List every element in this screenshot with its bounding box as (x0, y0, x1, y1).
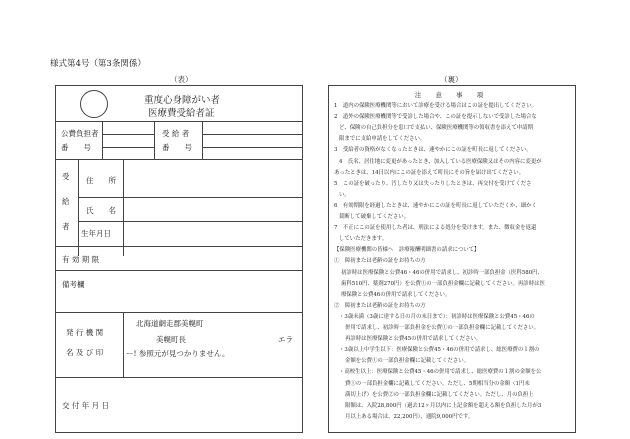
photo-circle (80, 90, 108, 118)
note-line: 【保険医療機関の皆様へ 診療報酬明細書の請求について】 (334, 247, 480, 254)
note-line: ・3歳未満（3歳に達する日の月の末日まで）：初診時は医療保険と公費45・46の (339, 313, 535, 320)
divider (123, 312, 124, 377)
error-text-2: ー! 参照元が見つかりません。 (126, 349, 230, 358)
recipient-number-label-2: 番 号 (162, 143, 192, 152)
note-line: 限額は、入院28,800円（過去12ヶ月以内に上記金額を超える額を負担した月が3 (345, 402, 542, 409)
divider (123, 159, 124, 256)
note-line: 2 道外の保険医療機関等で受診した場合や、この証を提示しないで受診した場合な (334, 114, 537, 121)
issuer-name-1: 北海道網走郡美幌町 (136, 319, 204, 328)
note-line: 歯科510円、薬剤270円）を公費①の一部負担金欄に記載してください。再診時は医 (341, 280, 545, 287)
validity-label: 有 効 期 限 (62, 255, 100, 264)
row-divider (56, 377, 302, 378)
divider (102, 147, 154, 148)
divider (202, 134, 303, 135)
note-line: 費①の一部負担金欄に記載してください。ただし、5期相当分の金額（1円未 (345, 380, 530, 387)
note-line: 満切上げ）を公費②の一部負担金欄に記載してください。ただし、月の負担上 (345, 391, 534, 398)
row-divider (56, 270, 302, 271)
error-text-1: エラ (278, 335, 293, 344)
issuer-label-1: 発 行 機 関 (66, 328, 104, 337)
name-label: 氏 名 (86, 206, 116, 215)
divider (102, 134, 154, 135)
note-line: ど、保険の自己負担分を窓口で支払い、保険医療機関等の領収書を添えて申請期 (339, 125, 534, 132)
note-line: 初診時は医療保険と公費46・46の併用で請求し、初診時一部負担金（医科580円、 (341, 269, 543, 276)
note-line: ② 障初または老齢の証をお持ちの方 (334, 302, 426, 309)
note-line: あったときは、14日以内にこの証を添えて町長にその旨を届け出てください。 (334, 169, 525, 176)
notes-title: 注 意 事 項 (414, 91, 490, 99)
back-side-label: （裏） (440, 75, 463, 84)
address-label: 住 所 (86, 176, 116, 185)
front-side-label: （表） (170, 75, 193, 84)
divider (202, 121, 203, 159)
issuer-name-2: 美幌町長 (156, 335, 186, 344)
beneficiary-char-3: 者 (62, 222, 70, 231)
card-title-line-2: 医療費受給者証 (148, 108, 215, 119)
note-line: 5 この証を破ったり、汚したり又は失ったりしたときは、再交付を受けてくださ (334, 180, 532, 187)
beneficiary-char-2: 給 (62, 197, 70, 206)
row-divider (56, 312, 302, 313)
issuer-label-2: 名 及 び 印 (66, 348, 104, 357)
recipient-number-label-1: 受 給 者 (162, 129, 190, 138)
divider (154, 121, 155, 159)
note-line: 4 氏名、居住地に変更があったとき、加入している医療保険又はその内容に変更が (339, 158, 542, 165)
divider (78, 159, 79, 256)
divider (78, 221, 303, 222)
birth-date-label: 生年月日 (81, 229, 111, 238)
payer-number-label-2: 番 号 (61, 143, 91, 152)
note-line: ・高校生以上：医療保険と公費45・46の併用で請求し、総医療費の１割の金額を公 (339, 369, 542, 376)
note-line: 療保険と公費46の併用で請求してください。 (341, 291, 451, 298)
remarks-label: 備考欄 (62, 280, 85, 289)
note-line: 3 受給者の資格がなくなったときは、速やかにこの証を町長に返してください。 (334, 147, 532, 154)
note-line: していただきます。 (339, 236, 388, 243)
beneficiary-char-1: 受 (62, 172, 70, 181)
note-line: ① 障初または老齢の証をお持ちの方 (334, 258, 426, 265)
note-line: 裁断して破棄してください。 (339, 214, 410, 220)
note-line: ・3歳以上中学生以下：医療保険と公費45・46の併用で請求し、総医療費の１割の (339, 347, 540, 354)
form-number-label: 様式第4号（第3条関係） (50, 59, 146, 69)
back-card (328, 85, 576, 433)
note-line: 7 不正にこの証を使用した者は、刑法による処分を受けます。また、徴収金を返還 (334, 225, 537, 232)
divider (78, 197, 303, 198)
note-line: 併用で請求し、初診時一部負担金を公費①の一部負担金欄に記載してください。 (345, 325, 540, 331)
row-divider (56, 159, 302, 160)
note-line: 1 道内の保険医療機関等において診療を受ける場合はこの証を提出してください。 (334, 103, 537, 109)
payer-number-label-1: 公費負担者 (61, 129, 99, 138)
note-line: 再診時は医療保険と公費45の併用で請求してください。 (345, 336, 482, 343)
card-title-line-1: 重度心身障がい者 (144, 95, 221, 106)
row-divider (56, 246, 302, 247)
divider (202, 147, 303, 148)
note-line: い。 (339, 191, 350, 198)
note-line: 金額を公費①の一部負担金欄に記載してください。 (345, 358, 469, 365)
issue-date-label: 交 付 年 月 日 (62, 401, 110, 410)
row-divider (56, 121, 302, 122)
front-card (55, 85, 303, 433)
divider (102, 121, 103, 159)
note-line: 限までに支給申請をしてください。 (339, 136, 426, 143)
note-line: 6 有効期限を経過したときは、速やかにこの証を町長に返していただくか、細かく (334, 202, 537, 209)
note-line: 月以上ある場合は、22,200円）、通院9,000円です。 (345, 413, 474, 420)
